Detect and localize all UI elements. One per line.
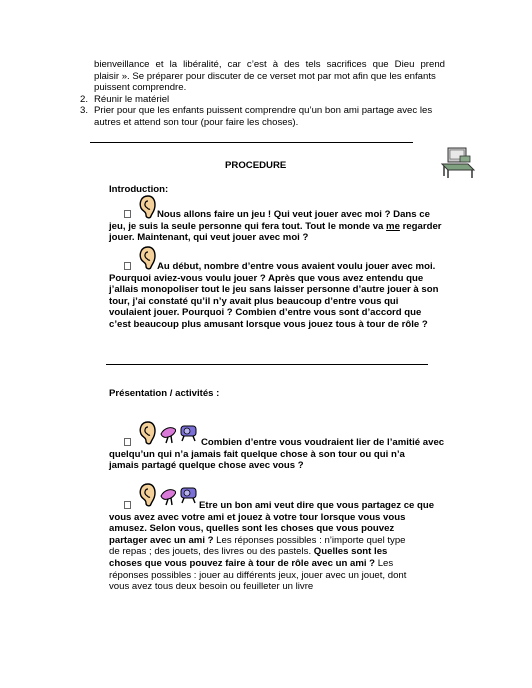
- p4-line-8: vous avez tous deux besoin ou feuilleter un livre: [109, 581, 314, 593]
- p2-line-4: tour, j’ai constaté qu’il n’y avait plus beaucoup d’entre vous qui: [109, 295, 399, 307]
- top-line-1: bienveillance et la libéralité, car c’est à des tels sacrifices que Dieu prend: [94, 59, 445, 70]
- procedure-title: PROCEDURE: [225, 160, 287, 171]
- p4-line-7: réponses possibles : jouer au différents jeux, jouer avec un jouet, dont: [109, 569, 407, 581]
- list-item-3-text: Prier pour que les enfants puissent comprendre qu’un bon ami partage avec les autres et attend son tour (pour faire les choses).: [94, 105, 433, 128]
- p4-line-2: vous avez avec votre ami et jouez à votre tour lorsque vous vous: [109, 511, 406, 523]
- paragraph-4: [109, 500, 452, 593]
- divider-line: [90, 142, 413, 143]
- top-line-3: puissent comprendre.: [94, 82, 187, 94]
- top-paragraph: [94, 59, 445, 94]
- p4-line-1: Etre un bon ami veut dire que vous partagez ce que: [199, 500, 435, 511]
- p2-line-5: voulaient jouer. Pourquoi ? Combien d’entre vous sont d’accord que: [109, 307, 422, 319]
- p1-line-3: jouer. Maintenant, qui veut jouer avec moi ?: [109, 232, 309, 244]
- p4-line-4: partager avec un ami ? Les réponses possibles : n’importe quel type: [109, 534, 406, 546]
- paragraph-2: [109, 261, 452, 331]
- paragraph-1: [109, 209, 452, 244]
- list-item-2: [80, 94, 88, 106]
- p4-line-3: amusez. Selon vous, quelles sont les choses que vous pouvez: [109, 523, 395, 535]
- paragraph-3: [109, 437, 452, 472]
- introduction-heading: Introduction:: [109, 184, 169, 195]
- list-item-2-text: Réunir le matériel: [94, 94, 170, 105]
- p3-line-1: Combien d’entre vous voudraient lier de l’amitié avec: [201, 437, 445, 448]
- p2-line-2: Pourquoi aviez-vous voulu jouer ? Après que vous avez entendu que: [109, 272, 424, 284]
- classroom-desk-icon: [438, 146, 478, 180]
- p2-line-6: c’est beaucoup plus amusant lorsque vous jouez tous à tour de rôle ?: [109, 318, 428, 330]
- divider-line: [106, 364, 428, 365]
- list-number: 3.: [80, 105, 89, 116]
- presentation-heading: Présentation / activités :: [109, 388, 220, 399]
- p4-line-6: choses que vous pouvez faire à tour de rôle avec un ami ? Les: [109, 557, 394, 569]
- p4-line-5: de repas ; des jouets, des livres ou des pastels. Quelles sont les: [109, 546, 388, 558]
- list-item-3: [80, 105, 88, 117]
- list-number: 2.: [80, 94, 89, 105]
- p2-line-3: j’allais monopoliser tout le jeu sans laisser personne d’autre jouer à son: [109, 284, 439, 296]
- p3-line-2: quelqu’un qui n’a jamais fait quelque chose à son tour ou qui n’a: [109, 448, 405, 460]
- p2-line-1: Au début, nombre d’entre vous avaient voulu jouer avec moi.: [157, 261, 436, 272]
- p1-line-2: jeu, je suis la seule personne qui fera tout. Tout le monde va me regarder: [109, 220, 442, 232]
- p1-line-1: Nous allons faire un jeu ! Qui veut jouer avec moi ? Dans ce: [157, 209, 430, 220]
- p3-line-3: jamais partagé quelque chose avec vous ?: [109, 460, 304, 472]
- top-line-2: plaisir ». Se préparer pour discuter de ce verset mot par mot afin que les enfants: [94, 70, 436, 82]
